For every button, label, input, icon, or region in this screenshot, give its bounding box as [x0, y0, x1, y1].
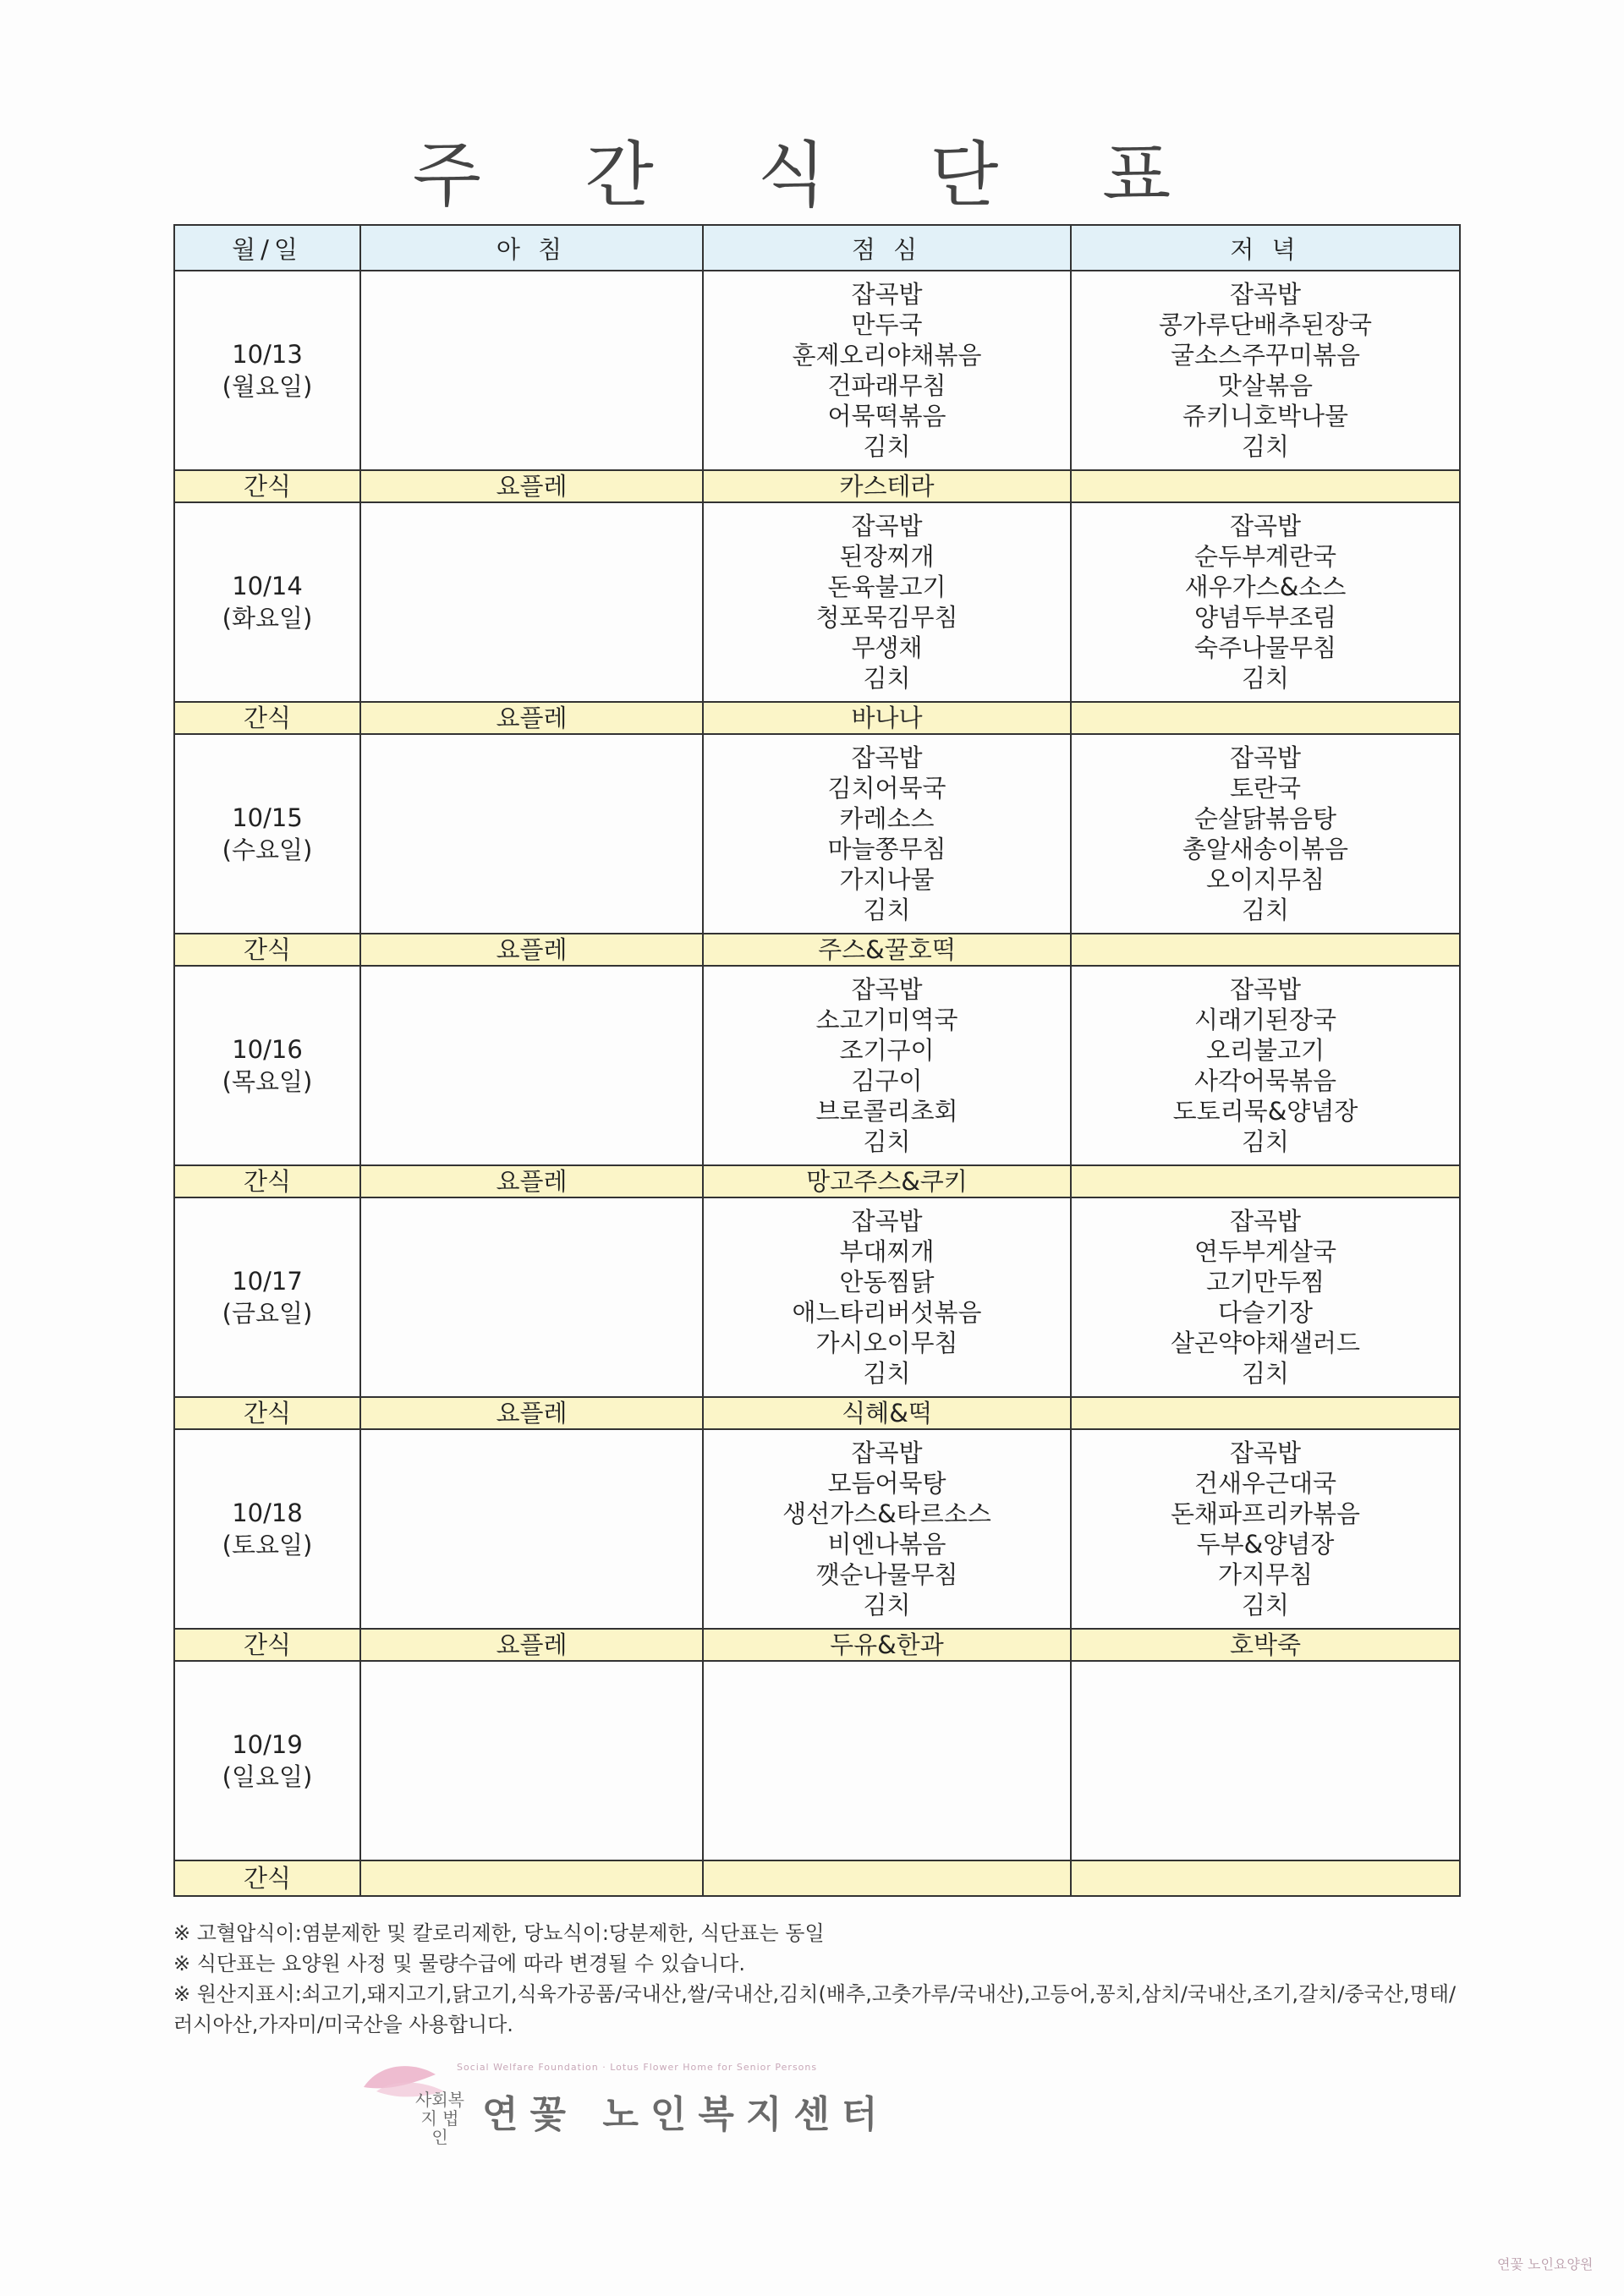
snack-breakfast: 요플레: [360, 702, 703, 734]
snack-label: 간식: [174, 934, 360, 966]
snack-breakfast: [360, 1860, 703, 1896]
menu-item: 잡곡밥: [851, 512, 923, 540]
menu-item: 만두국: [851, 310, 923, 339]
menu-item: 오리불고기: [1205, 1036, 1325, 1065]
menu-item: 비엔나볶음: [827, 1530, 946, 1559]
dinner-cell: [1071, 1197, 1460, 1397]
day-date: 10/18: [232, 1499, 303, 1527]
snack-lunch: 식혜&떡: [703, 1397, 1071, 1429]
snack-row: [174, 1165, 1460, 1197]
breakfast-cell: [360, 966, 703, 1165]
snack-label: 간식: [174, 1860, 360, 1896]
day-date: 10/17: [232, 1267, 303, 1296]
snack-label: 간식: [174, 1397, 360, 1429]
menu-item: 새우가스&소스: [1184, 573, 1347, 601]
snack-row: [174, 934, 1460, 966]
snack-dinner: [1071, 934, 1460, 966]
menu-item: 토란국: [1229, 774, 1302, 803]
menu-item: 오이지무침: [1205, 865, 1325, 894]
menu-item: 어묵떡볶음: [827, 402, 946, 430]
day-cell: [174, 1197, 360, 1397]
snack-row: [174, 470, 1460, 502]
breakfast-cell: [360, 271, 703, 470]
day-date: 10/13: [232, 340, 303, 369]
lunch-cell: [703, 271, 1071, 470]
menu-item: 청포묵김무침: [815, 603, 958, 632]
day-weekday: (일요일): [222, 1762, 313, 1791]
day-cell: [174, 1429, 360, 1629]
breakfast-cell: [360, 1197, 703, 1397]
day-row: [174, 502, 1460, 702]
menu-item: 브로콜리초회: [815, 1097, 958, 1126]
day-cell: [174, 734, 360, 934]
header-date: 월/일: [174, 225, 360, 271]
snack-lunch: 망고주스&쿠키: [703, 1165, 1071, 1197]
menu-item: 김치: [1241, 1127, 1290, 1156]
day-date: 10/19: [232, 1730, 303, 1759]
snack-label: 간식: [174, 1165, 360, 1197]
menu-item: 잡곡밥: [851, 1207, 923, 1236]
menu-item: 고기만두찜: [1205, 1268, 1325, 1296]
menu-item: 김치: [1241, 1359, 1290, 1388]
menu-item: 잡곡밥: [1229, 975, 1302, 1004]
day-cell: [174, 502, 360, 702]
menu-item: 두부&양념장: [1196, 1530, 1335, 1559]
day-cell: [174, 271, 360, 470]
header-lunch: 점 심: [703, 225, 1071, 271]
menu-item: 총알새송이볶음: [1182, 835, 1349, 863]
snack-row: [174, 1629, 1460, 1661]
snack-lunch: 바나나: [703, 702, 1071, 734]
menu-item: 김치: [863, 664, 911, 693]
snack-dinner: [1071, 1397, 1460, 1429]
lunch-cell: [703, 502, 1071, 702]
snack-dinner: [1071, 1860, 1460, 1896]
menu-item: 생선가스&타르소스: [782, 1499, 991, 1528]
snack-label: 간식: [174, 1629, 360, 1661]
menu-item: 김치: [1241, 432, 1290, 461]
menu-item: 된장찌개: [839, 542, 935, 571]
snack-row: [174, 1397, 1460, 1429]
breakfast-cell: [360, 734, 703, 934]
menu-item: 소고기미역국: [815, 1006, 958, 1034]
menu-item: 순두부계란국: [1193, 542, 1337, 571]
corner-watermark: 연꽃 노인요양원: [1497, 2256, 1594, 2272]
day-date: 10/16: [232, 1035, 303, 1064]
header-dinner: 저 녁: [1071, 225, 1460, 271]
day-row: [174, 734, 1460, 934]
day-weekday: (토요일): [222, 1531, 313, 1559]
snack-lunch: 주스&꿀호떡: [703, 934, 1071, 966]
menu-item: 잡곡밥: [851, 1438, 923, 1467]
snack-breakfast: 요플레: [360, 1165, 703, 1197]
lunch-cell: [703, 734, 1071, 934]
snack-lunch: [703, 1860, 1071, 1896]
dinner-cell: [1071, 1429, 1460, 1629]
snack-label: 간식: [174, 702, 360, 734]
menu-item: 콩가루단배추된장국: [1158, 310, 1373, 339]
menu-item: 잡곡밥: [851, 743, 923, 772]
day-cell: [174, 1661, 360, 1860]
menu-item: 애느타리버섯볶음: [792, 1298, 982, 1327]
note-change: ※ 식단표는 요양원 사정 및 물량수급에 따라 변경될 수 있습니다.: [173, 1952, 745, 1975]
menu-item: 김치: [863, 896, 911, 924]
menu-item: 도토리묵&양념장: [1172, 1097, 1358, 1126]
snack-lunch: 두유&한과: [703, 1629, 1071, 1661]
menu-item: 잡곡밥: [1229, 280, 1302, 309]
menu-item: 훈제오리야채볶음: [792, 341, 982, 370]
breakfast-cell: [360, 1661, 703, 1860]
menu-item: 마늘쫑무침: [827, 835, 946, 863]
day-row: [174, 271, 1460, 470]
snack-breakfast: 요플레: [360, 1397, 703, 1429]
menu-item: 김구이: [851, 1066, 923, 1095]
menu-item: 시래기된장국: [1193, 1006, 1337, 1034]
lunch-cell: [703, 1429, 1071, 1629]
menu-item: 김치: [863, 1359, 911, 1388]
day-cell: [174, 966, 360, 1165]
snack-lunch: 카스테라: [703, 470, 1071, 502]
menu-item: 조기구이: [839, 1036, 935, 1065]
snack-dinner: [1071, 702, 1460, 734]
table-header-row: [174, 225, 1460, 271]
menu-item: 맛살볶음: [1217, 371, 1314, 400]
menu-item: 살곤약야채샐러드: [1170, 1329, 1361, 1357]
note-diet: ※ 고혈압식이:염분제한 및 칼로리제한, 당뇨식이:당분제한, 식단표는 동일: [173, 1921, 825, 1945]
dinner-cell: [1071, 966, 1460, 1165]
menu-item: 카레소스: [839, 804, 935, 833]
menu-item: 잡곡밥: [851, 280, 923, 309]
dinner-cell: [1071, 1661, 1460, 1860]
day-row: [174, 1661, 1460, 1860]
notes: [173, 1918, 1459, 2040]
header-breakfast: 아 침: [360, 225, 703, 271]
logo-center-name: 연꽃 노인복지센터: [482, 2093, 890, 2136]
day-row: [174, 1197, 1460, 1397]
menu-item: 잡곡밥: [1229, 512, 1302, 540]
day-weekday: (수요일): [222, 836, 313, 864]
menu-item: 김치: [1241, 1591, 1290, 1619]
day-row: [174, 1429, 1460, 1629]
snack-label: 간식: [174, 470, 360, 502]
menu-item: 순살닭볶음탕: [1193, 804, 1337, 833]
menu-item: 가지무침: [1217, 1560, 1314, 1589]
menu-item: 돈채파프리카볶음: [1170, 1499, 1361, 1528]
lunch-cell: [703, 966, 1071, 1165]
menu-item: 김치: [863, 1127, 911, 1156]
menu-item: 부대찌개: [839, 1237, 935, 1266]
menu-item: 김치: [863, 432, 911, 461]
menu-item: 잡곡밥: [1229, 1207, 1302, 1236]
page-title: 주 간 식 단 표: [412, 134, 1212, 216]
snack-row: [174, 1860, 1460, 1896]
menu-item: 돈육불고기: [827, 573, 946, 601]
menu-item: 잡곡밥: [851, 975, 923, 1004]
day-weekday: (화요일): [222, 604, 313, 633]
menu-item: 무생채: [851, 633, 923, 662]
menu-item: 사각어묵볶음: [1193, 1066, 1337, 1095]
menu-item: 김치어묵국: [827, 774, 946, 803]
menu-item: 건파래무침: [827, 371, 946, 400]
snack-breakfast: 요플레: [360, 934, 703, 966]
day-weekday: (월요일): [222, 372, 313, 401]
menu-item: 잡곡밥: [1229, 743, 1302, 772]
dinner-cell: [1071, 271, 1460, 470]
menu-item: 안동찜닭: [839, 1268, 935, 1296]
breakfast-cell: [360, 502, 703, 702]
logo-foundation-prefix: 사회복지 법인: [415, 2090, 464, 2147]
snack-dinner: [1071, 470, 1460, 502]
dinner-cell: [1071, 734, 1460, 934]
day-row: [174, 966, 1460, 1165]
menu-item: 가시오이무침: [815, 1329, 958, 1357]
menu-item: 건새우근대국: [1193, 1469, 1337, 1498]
dinner-cell: [1071, 502, 1460, 702]
menu-item: 잡곡밥: [1229, 1438, 1302, 1467]
snack-breakfast: 요플레: [360, 470, 703, 502]
snack-dinner: [1071, 1165, 1460, 1197]
day-weekday: (금요일): [222, 1299, 313, 1328]
menu-item: 양념두부조림: [1193, 603, 1337, 632]
menu-item: 김치: [1241, 896, 1290, 924]
menu-item: 쥬키니호박나물: [1182, 402, 1349, 430]
menu-item: 연두부게살국: [1193, 1237, 1337, 1266]
snack-row: [174, 702, 1460, 734]
center-logo: [355, 2047, 1032, 2147]
menu-item: 김치: [1241, 664, 1290, 693]
weekly-menu-table: [173, 224, 1461, 1897]
logo-english-text: Social Welfare Foundation · Lotus Flower Home for Senior Persons: [457, 2062, 818, 2073]
day-date: 10/15: [232, 803, 303, 832]
menu-item: 굴소스주꾸미볶음: [1170, 341, 1361, 370]
day-weekday: (목요일): [222, 1067, 313, 1096]
lunch-cell: [703, 1197, 1071, 1397]
snack-dinner: 호박죽: [1071, 1629, 1460, 1661]
menu-item: 김치: [863, 1591, 911, 1619]
menu-item: 다슬기장: [1217, 1298, 1314, 1327]
day-date: 10/14: [232, 572, 303, 600]
menu-body: [174, 271, 1460, 1896]
note-origin: ※ 원산지표시:쇠고기,돼지고기,닭고기,식육가공품/국내산,쌀/국내산,김치(배추,고춧가루/국내산),고등어,꽁치,삼치/국내산,조기,갈치/중국산,명태/러시아산,가자미/미국산을 사용합니다.: [173, 1982, 1457, 2036]
menu-item: 모듬어묵탕: [827, 1469, 946, 1498]
menu-item: 깻순나물무침: [815, 1560, 958, 1589]
lunch-cell: [703, 1661, 1071, 1860]
menu-item: 숙주나물무침: [1193, 633, 1337, 662]
snack-breakfast: 요플레: [360, 1629, 703, 1661]
menu-item: 가지나물: [839, 865, 935, 894]
breakfast-cell: [360, 1429, 703, 1629]
